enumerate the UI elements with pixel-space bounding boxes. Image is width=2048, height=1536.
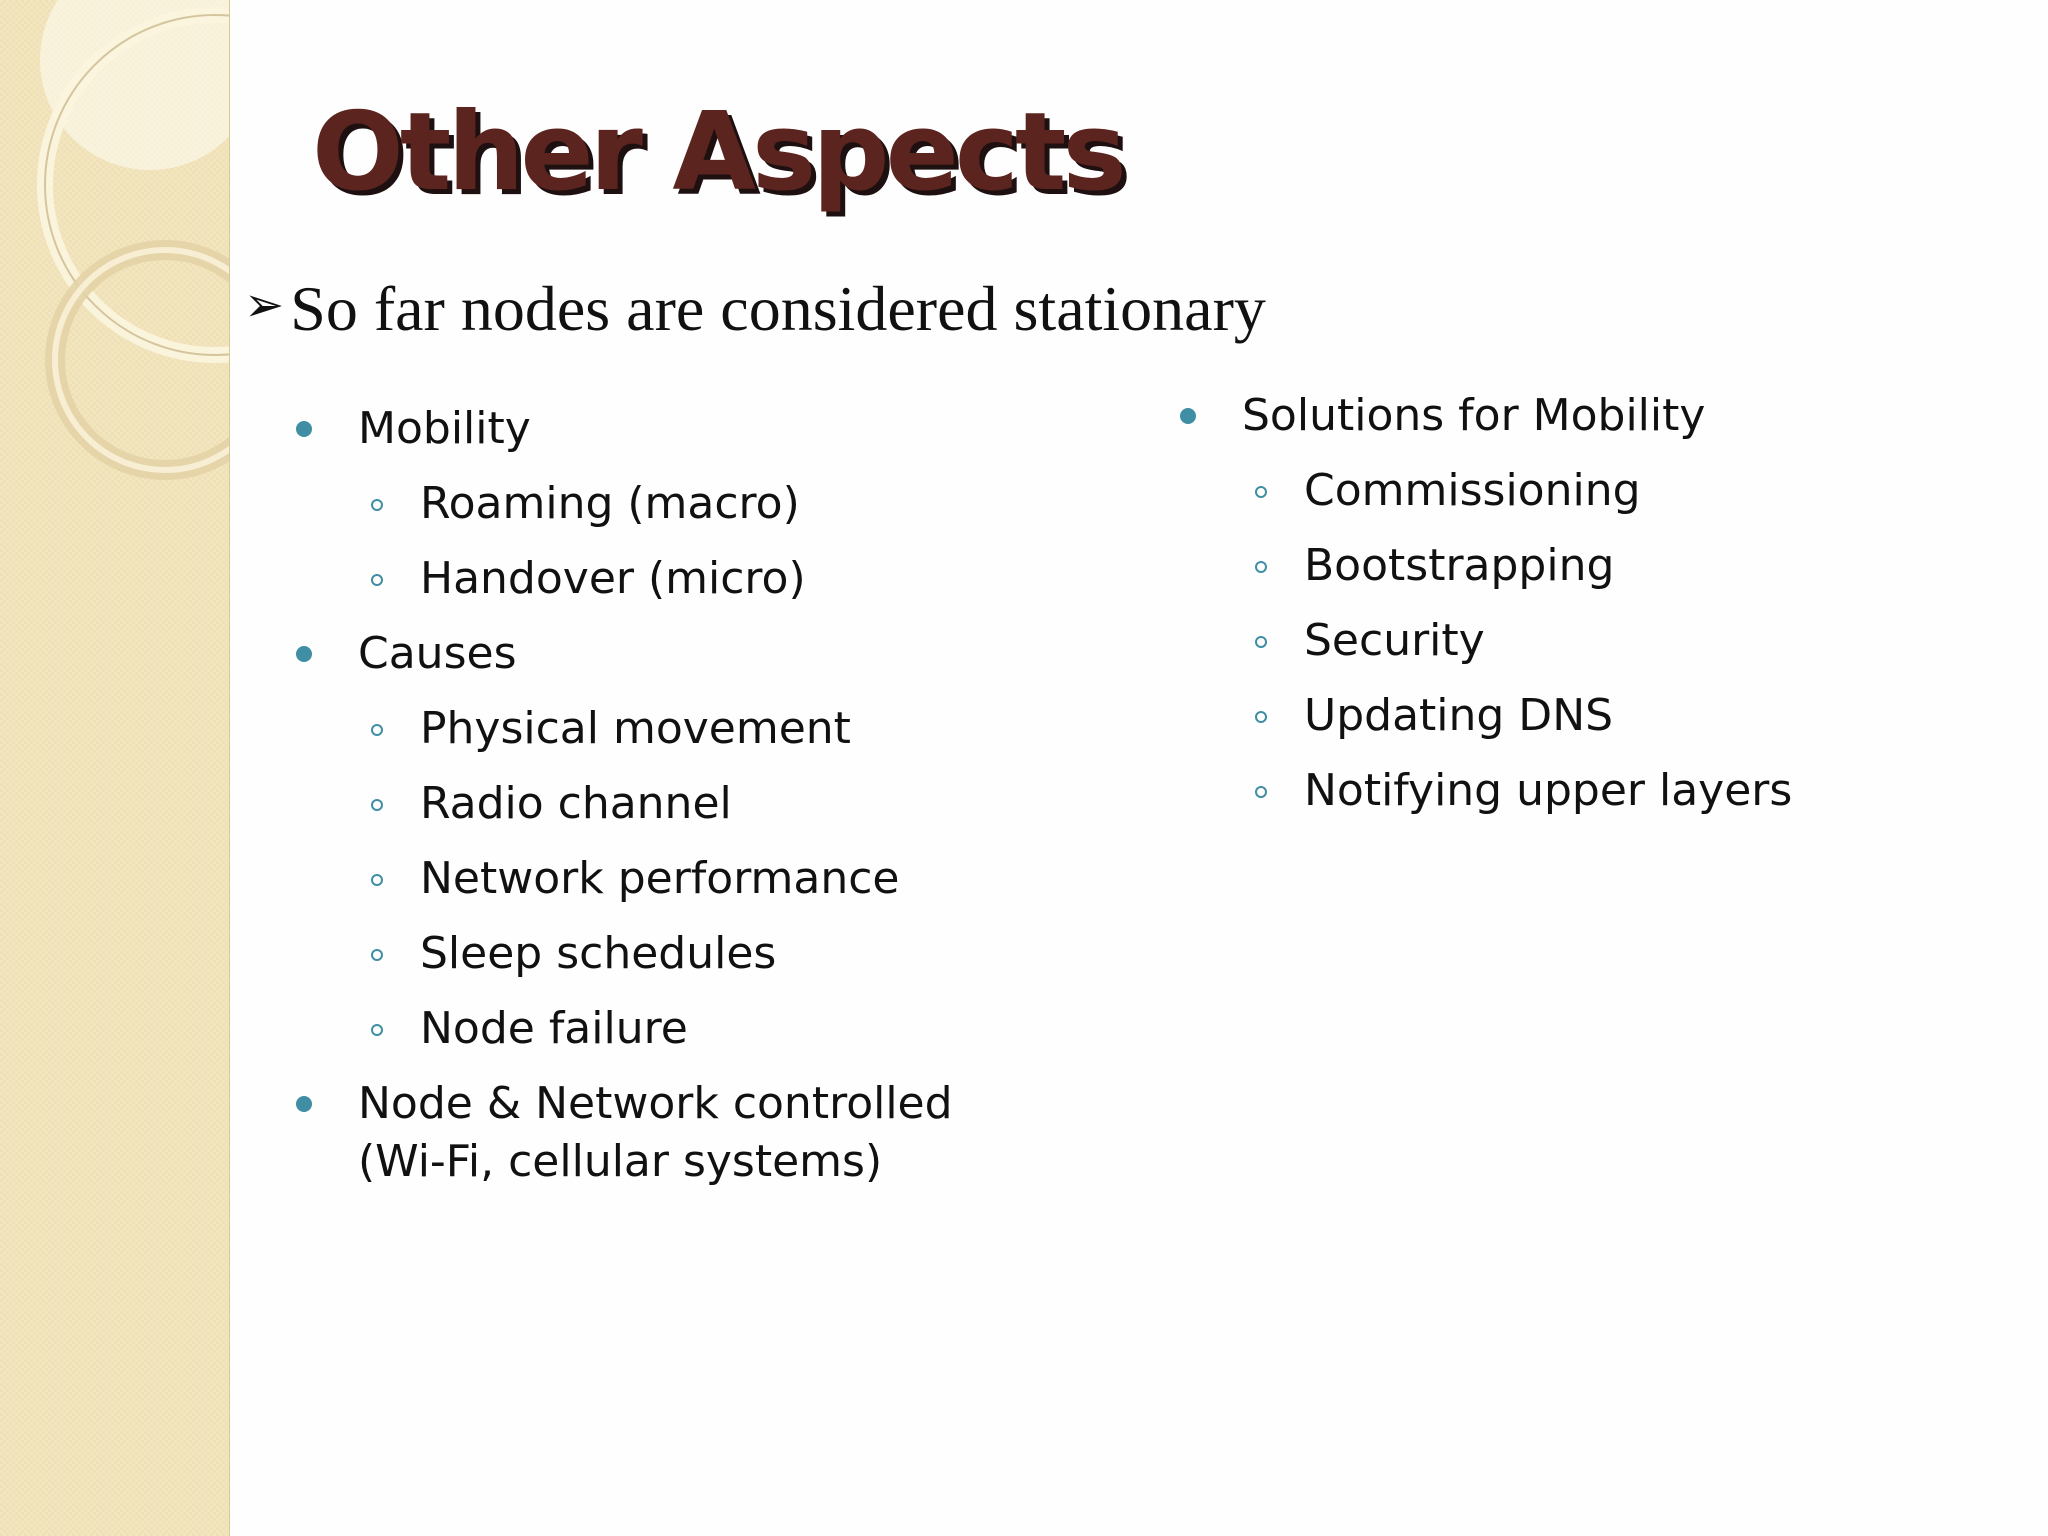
list-item-text: Notifying upper layers — [1304, 765, 1793, 816]
hollow-ring-icon — [371, 949, 383, 961]
list-item-text: Physical movement — [420, 703, 851, 754]
list-item-text: Updating DNS — [1304, 690, 1614, 741]
list-item — [1180, 387, 2000, 462]
list-item-text: Node failure — [420, 1003, 688, 1054]
hollow-ring-icon — [371, 724, 383, 736]
hollow-ring-icon — [371, 574, 383, 586]
decorative-rings-icon — [0, 0, 229, 520]
list-item-text: Security — [1304, 615, 1485, 666]
list-item — [1180, 537, 2000, 612]
list-item-text: Node & Network controlled (Wi-Fi, cellular systems) — [358, 1078, 953, 1187]
list-item-text: Roaming (macro) — [420, 478, 800, 529]
filled-dot-icon — [296, 421, 312, 437]
hollow-ring-icon — [1255, 636, 1267, 648]
filled-dot-icon — [1180, 408, 1196, 424]
arrowhead-bullet-icon: ➢ — [244, 277, 285, 333]
hollow-ring-icon — [371, 499, 383, 511]
list-item — [296, 925, 1096, 1000]
list-item-text: Causes — [358, 628, 517, 679]
slide-title: Other Aspects — [312, 90, 1123, 215]
list-item — [296, 850, 1096, 925]
hollow-ring-icon — [1255, 786, 1267, 798]
list-item — [296, 550, 1096, 625]
list-item — [1180, 762, 2000, 837]
hollow-ring-icon — [1255, 561, 1267, 573]
list-item-text: Solutions for Mobility — [1242, 390, 1706, 441]
list-item — [1180, 612, 2000, 687]
hollow-ring-icon — [371, 799, 383, 811]
list-item — [296, 1075, 978, 1191]
list-item — [296, 775, 1096, 850]
list-item — [296, 625, 1096, 700]
list-item — [296, 400, 1096, 475]
filled-dot-icon — [296, 1096, 312, 1112]
main-bullet — [244, 272, 1266, 346]
decorative-side-strip — [0, 0, 230, 1536]
list-item-text: Commissioning — [1304, 465, 1641, 516]
list-item — [296, 700, 1096, 775]
list-item-text: Handover (micro) — [420, 553, 806, 604]
list-item-text: Sleep schedules — [420, 928, 777, 979]
hollow-ring-icon — [1255, 486, 1267, 498]
list-item-text: Radio channel — [420, 778, 732, 829]
list-item-text: Mobility — [358, 403, 531, 454]
hollow-ring-icon — [1255, 711, 1267, 723]
hollow-ring-icon — [371, 874, 383, 886]
hollow-ring-icon — [371, 1024, 383, 1036]
list-item-text: Network performance — [420, 853, 900, 904]
main-bullet-text: So far nodes are considered stationary — [290, 273, 1266, 344]
list-item — [296, 1000, 1096, 1075]
list-item-text: Bootstrapping — [1304, 540, 1615, 591]
list-item — [1180, 687, 2000, 762]
filled-dot-icon — [296, 646, 312, 662]
right-column-list — [1180, 387, 2000, 837]
list-item — [1180, 462, 2000, 537]
list-item — [296, 475, 1096, 550]
left-column-list — [296, 400, 1096, 1191]
